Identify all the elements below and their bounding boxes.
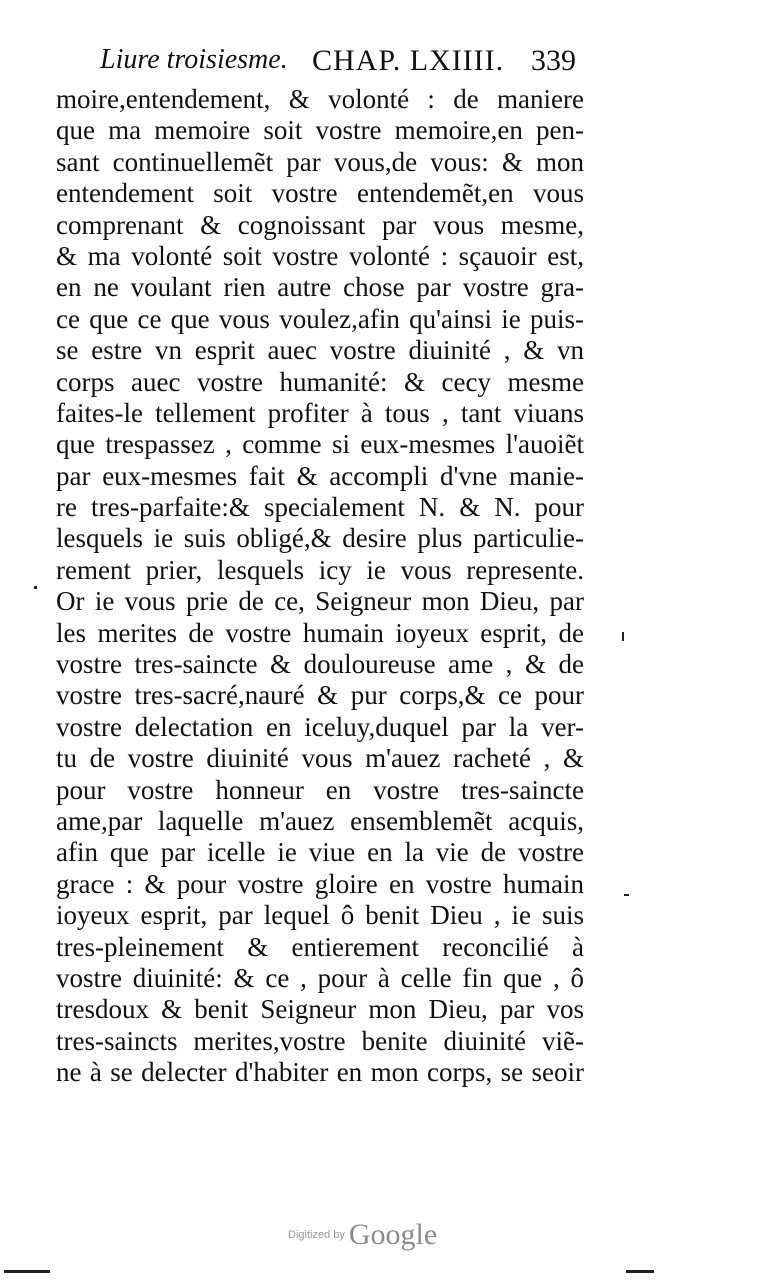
- text-line: grace : & pour vostre gloire en vostre humain: [56, 868, 584, 899]
- text-line: faites-le tellement profiter à tous , tant viuans: [56, 397, 584, 428]
- text-line: se estre vn esprit auec vostre diuinité , & vn: [56, 335, 584, 366]
- digitized-label: Digitized by: [288, 1229, 345, 1241]
- text-line: comprenant & cognoissant par vous mesme,: [56, 209, 584, 240]
- text-line: entendement soit vostre entendemẽt,en vous: [56, 178, 584, 209]
- page-number: 339: [531, 44, 576, 77]
- text-line: afin que par icelle ie viue en la vie de vostre: [56, 837, 584, 868]
- text-line: que trespassez , comme si eux-mesmes l'auoiẽt: [56, 429, 584, 460]
- text-line: les merites de vostre humain ioyeux esprit, de: [56, 617, 584, 648]
- text-line: vostre tres-sacré,nauré & pur corps,& ce pour: [56, 680, 584, 711]
- scan-speck: [622, 632, 624, 641]
- text-line: que ma memoire soit vostre memoire,en pen-: [56, 115, 584, 146]
- text-line: Or ie vous prie de ce, Seigneur mon Dieu, par: [56, 586, 584, 617]
- text-line: ce que ce que vous voulez,afin qu'ainsi ie puis-: [56, 303, 584, 334]
- scan-speck: [626, 1270, 654, 1273]
- text-line: rement prier, lesquels icy ie vous represente.: [56, 554, 584, 585]
- text-line: vostre delectation en iceluy,duquel par la ver-: [56, 711, 584, 742]
- text-line: pour vostre honneur en vostre tres-saincte: [56, 774, 584, 805]
- running-header: [100, 44, 576, 80]
- digitized-by-watermark: [288, 1218, 437, 1252]
- text-line: en ne voulant rien autre chose par vostre gra-: [56, 272, 584, 303]
- text-line: tres-saincts merites,vostre benite diuinité viẽ-: [56, 1025, 584, 1056]
- running-title: Liure troisiesme.: [100, 44, 288, 75]
- text-line: corps auec vostre humanité: & cecy mesme: [56, 366, 584, 397]
- text-line: tres-pleinement & entierement reconcilié à: [56, 931, 584, 962]
- text-line: ioyeux esprit, par lequel ô benit Dieu , ie suis: [56, 900, 584, 931]
- text-line: re tres-parfaite:& specialement N. & N. pour: [56, 492, 584, 523]
- text-line: ame,par laquelle m'auez ensemblemẽt acquis,: [56, 805, 584, 836]
- text-line: lesquels ie suis obligé,& desire plus particulie-: [56, 523, 584, 554]
- text-line: moire,entendement, & volonté : de maniere: [56, 84, 584, 114]
- text-line: vostre tres-saincte & douloureuse ame , & de: [56, 649, 584, 680]
- text-line: vostre diuinité: & ce , pour à celle fin que , ô: [56, 962, 584, 993]
- chapter-heading: CHAP. LXIIII.: [312, 44, 505, 77]
- page-body: [56, 84, 584, 1089]
- scan-speck: [4, 1270, 50, 1273]
- google-logo: Google: [348, 1218, 438, 1251]
- text-line: par eux-mesmes fait & accompli d'vne manie-: [56, 460, 584, 491]
- scan-speck: [34, 586, 37, 589]
- scan-speck: [624, 894, 629, 896]
- text-line: & ma volonté soit vostre volonté : sçauoir est,: [56, 240, 584, 271]
- text-line: tresdoux & benit Seigneur mon Dieu, par vos: [56, 994, 584, 1025]
- text-line: tu de vostre diuinité vous m'auez racheté , &: [56, 743, 584, 774]
- text-line: ne à se delecter d'habiter en mon corps, se seoir: [56, 1057, 584, 1088]
- text-line: sant continuellemẽt par vous,de vous: & mon: [56, 146, 584, 177]
